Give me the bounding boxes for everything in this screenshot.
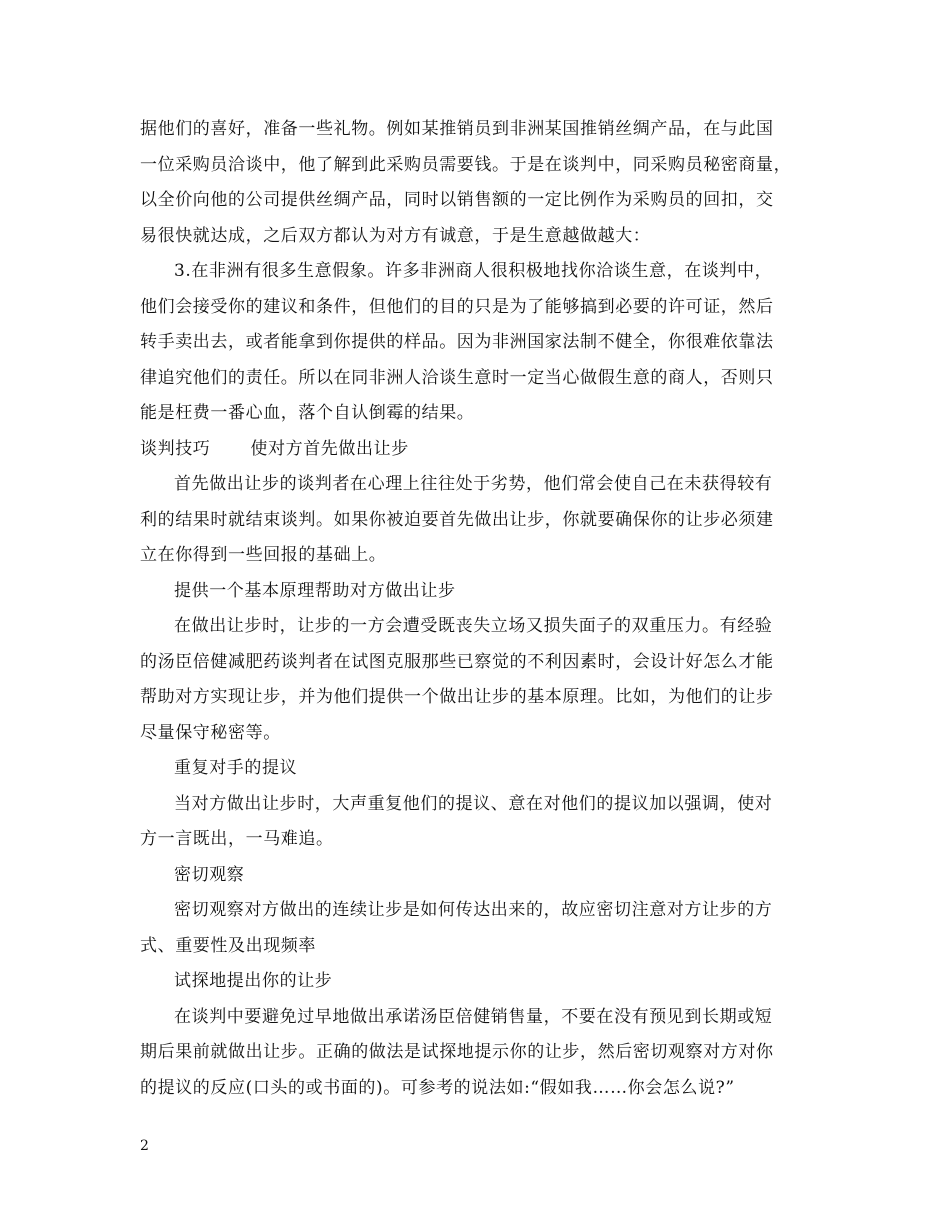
text-line: 以全价向他的公司提供丝绸产品，同时以销售额的一定比例作为采购员的回扣，交 [140,190,774,210]
section-heading-right: 使对方首先做出让步 [250,438,409,459]
text-line: 利的结果时就结束谈判。如果你被迫要首先做出让步，你就要确保你的让步必须建 [140,509,774,530]
text-line: 3.在非洲有很多生意假象。许多非洲商人很积极地找你洽谈生意，在谈判中， [174,261,773,281]
text-line: 的提议的反应(口头的或书面的)。可参考的说法如:“假如我……你会怎么说?” [140,1077,735,1098]
subheading: 密切观察 [174,864,245,885]
text-line: 立在你得到一些回报的基础上。 [140,545,387,565]
text-line: 易很快就达成，之后双方都认为对方有诚意，于是生意越做越大： [140,225,651,246]
text-line: 在谈判中要避免过早地做出承诺汤臣倍健销售量，不要在没有预见到长期或短 [174,1006,773,1027]
text-line: 密切观察对方做出的连续让步是如何传达出来的，故应密切注意对方让步的方 [174,900,773,920]
document-body [140,112,812,1106]
text-line: 转手卖出去，或者能拿到你提供的样品。因为非洲国家法制不健全，你很难依靠法 [140,332,774,352]
subheading: 提供一个基本原理帮助对方做出让步 [174,580,456,601]
section-heading [140,432,812,468]
text-line: 尽量保守秘密等。 [140,722,281,743]
text-line: 据他们的喜好，准备一些礼物。例如某推销员到非洲某国推销丝绸产品，在与此国 [140,119,774,139]
text-line: 能是枉费一番心血，落个自认倒霉的结果。 [140,403,475,423]
subheading: 重复对手的提议 [174,758,298,778]
text-line: 一位采购员洽谈中，他了解到此采购员需要钱。于是在谈判中，同采购员秘密商量， [140,154,792,175]
page-number: 2 [140,1138,149,1154]
text-line: 首先做出让步的谈判者在心理上往往处于劣势，他们常会使自己在未获得较有 [174,474,773,494]
text-line: 方一言既出，一马难追。 [140,829,334,849]
text-line: 他们会接受你的建议和条件，但他们的目的只是为了能够搞到必要的许可证，然后 [140,296,774,317]
text-line: 期后果前就做出让步。正确的做法是试探地提示你的让步，然后密切观察对方对你 [140,1042,774,1062]
text-line: 帮助对方实现让步，并为他们提供一个做出让步的基本原理。比如，为他们的让步 [140,687,774,707]
text-line: 当对方做出让步时，大声重复他们的提议、意在对他们的提议加以强调，使对 [174,793,773,814]
subheading: 试探地提出你的让步 [174,971,333,991]
text-line: 的汤臣倍健减肥药谈判者在试图克服那些已察觉的不利因素时，会设计好怎么才能 [140,651,774,672]
text-line: 在做出让步时，让步的一方会遭受既丧失立场又损失面子的双重压力。有经验 [174,616,773,636]
text-line: 式、重要性及出现频率 [140,935,316,956]
section-heading-left: 谈判技巧 [140,438,211,459]
text-line: 律追究他们的责任。所以在同非洲人洽谈生意时一定当心做假生意的商人，否则只 [140,367,774,388]
